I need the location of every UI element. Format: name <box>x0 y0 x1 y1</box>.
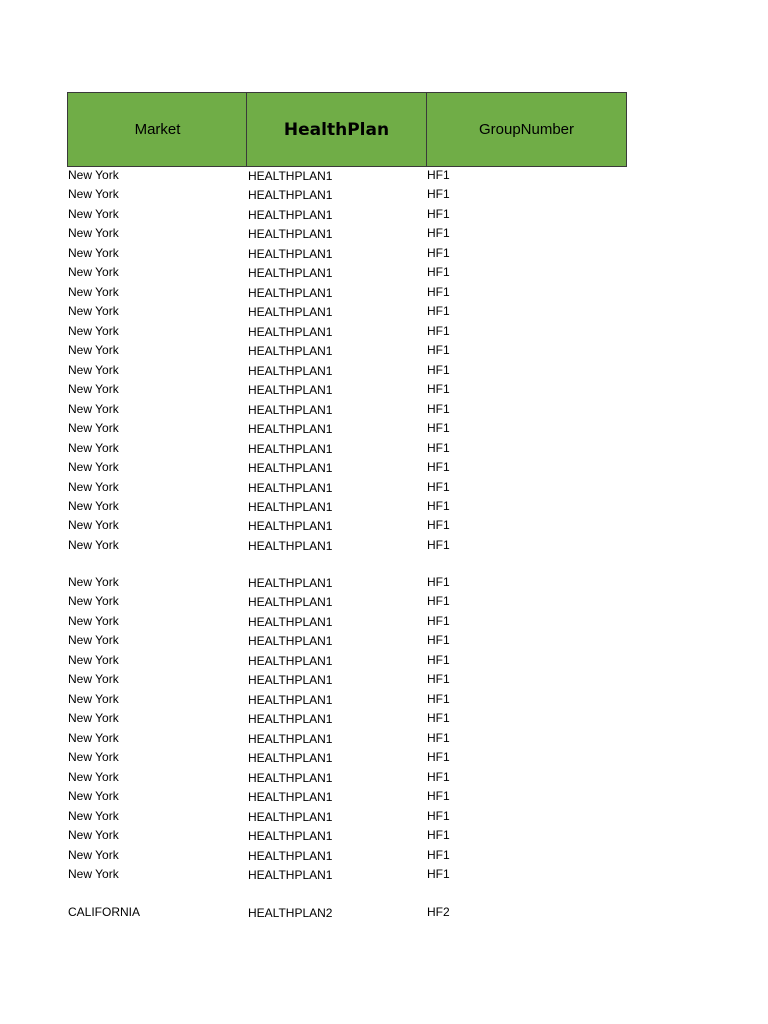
cell-market[interactable]: New York <box>68 848 119 862</box>
header-cell-group-number[interactable] <box>426 92 627 167</box>
cell-healthplan[interactable]: HEALTHPLAN1 <box>248 829 333 843</box>
cell-group-number[interactable]: HF1 <box>427 672 450 686</box>
cell-group-number[interactable]: HF1 <box>427 382 450 396</box>
cell-group-number[interactable]: HF1 <box>427 168 450 182</box>
cell-healthplan[interactable]: HEALTHPLAN1 <box>248 634 333 648</box>
cell-group-number[interactable]: HF1 <box>427 285 450 299</box>
cell-healthplan[interactable]: HEALTHPLAN1 <box>248 442 333 456</box>
cell-market[interactable]: New York <box>68 226 119 240</box>
cell-market[interactable]: New York <box>68 518 119 532</box>
cell-market[interactable]: New York <box>68 633 119 647</box>
cell-group-number[interactable]: HF1 <box>427 226 450 240</box>
cell-market[interactable]: New York <box>68 324 119 338</box>
cell-market[interactable]: New York <box>68 304 119 318</box>
cell-market[interactable]: New York <box>68 809 119 823</box>
cell-market[interactable]: New York <box>68 265 119 279</box>
cell-group-number[interactable]: HF1 <box>427 518 450 532</box>
cell-healthplan[interactable]: HEALTHPLAN1 <box>248 247 333 261</box>
cell-group-number[interactable]: HF1 <box>427 324 450 338</box>
cell-group-number[interactable]: HF1 <box>427 499 450 513</box>
cell-healthplan[interactable]: HEALTHPLAN1 <box>248 461 333 475</box>
cell-healthplan[interactable]: HEALTHPLAN1 <box>248 771 333 785</box>
header-label-healthplan: HealthPlan <box>283 119 390 140</box>
cell-healthplan[interactable]: HEALTHPLAN1 <box>248 305 333 319</box>
cell-group-number[interactable]: HF1 <box>427 594 450 608</box>
cell-group-number[interactable]: HF1 <box>427 750 450 764</box>
cell-group-number[interactable]: HF1 <box>427 363 450 377</box>
cell-market[interactable]: New York <box>68 382 119 396</box>
cell-healthplan[interactable]: HEALTHPLAN1 <box>248 751 333 765</box>
cell-group-number[interactable]: HF1 <box>427 692 450 706</box>
cell-market[interactable]: New York <box>68 770 119 784</box>
cell-healthplan[interactable]: HEALTHPLAN1 <box>248 266 333 280</box>
cell-healthplan[interactable]: HEALTHPLAN1 <box>248 169 333 183</box>
cell-market[interactable]: New York <box>68 246 119 260</box>
cell-healthplan[interactable]: HEALTHPLAN1 <box>248 481 333 495</box>
cell-market[interactable]: New York <box>68 207 119 221</box>
cell-group-number[interactable]: HF1 <box>427 770 450 784</box>
cell-market[interactable]: New York <box>68 421 119 435</box>
cell-healthplan[interactable]: HEALTHPLAN2 <box>248 906 333 920</box>
cell-market[interactable]: New York <box>68 285 119 299</box>
cell-group-number[interactable]: HF1 <box>427 789 450 803</box>
cell-market[interactable]: New York <box>68 480 119 494</box>
cell-market[interactable]: New York <box>68 867 119 881</box>
cell-group-number[interactable]: HF1 <box>427 265 450 279</box>
cell-healthplan[interactable]: HEALTHPLAN1 <box>248 364 333 378</box>
cell-market[interactable]: New York <box>68 711 119 725</box>
cell-healthplan[interactable]: HEALTHPLAN1 <box>248 790 333 804</box>
cell-group-number[interactable]: HF1 <box>427 711 450 725</box>
cell-group-number[interactable]: HF1 <box>427 246 450 260</box>
cell-healthplan[interactable]: HEALTHPLAN1 <box>248 539 333 553</box>
cell-healthplan[interactable]: HEALTHPLAN1 <box>248 576 333 590</box>
cell-healthplan[interactable]: HEALTHPLAN1 <box>248 868 333 882</box>
cell-market[interactable]: New York <box>68 692 119 706</box>
cell-healthplan[interactable]: HEALTHPLAN1 <box>248 422 333 436</box>
cell-healthplan[interactable]: HEALTHPLAN1 <box>248 732 333 746</box>
cell-healthplan[interactable]: HEALTHPLAN1 <box>248 519 333 533</box>
header-cell-market[interactable] <box>67 92 248 167</box>
cell-market[interactable]: New York <box>68 828 119 842</box>
cell-healthplan[interactable]: HEALTHPLAN1 <box>248 227 333 241</box>
cell-group-number[interactable]: HF1 <box>427 480 450 494</box>
header-cell-healthplan[interactable] <box>246 92 427 167</box>
cell-group-number[interactable]: HF1 <box>427 828 450 842</box>
cell-group-number[interactable]: HF1 <box>427 402 450 416</box>
cell-market[interactable]: New York <box>68 575 119 589</box>
cell-healthplan[interactable]: HEALTHPLAN1 <box>248 810 333 824</box>
cell-healthplan[interactable]: HEALTHPLAN1 <box>248 325 333 339</box>
cell-group-number[interactable]: HF1 <box>427 304 450 318</box>
cell-market[interactable]: New York <box>68 402 119 416</box>
cell-market[interactable]: New York <box>68 614 119 628</box>
cell-group-number[interactable]: HF1 <box>427 867 450 881</box>
cell-market[interactable]: New York <box>68 363 119 377</box>
cell-healthplan[interactable]: HEALTHPLAN1 <box>248 712 333 726</box>
cell-market[interactable]: New York <box>68 789 119 803</box>
cell-group-number[interactable]: HF1 <box>427 575 450 589</box>
cell-group-number[interactable]: HF1 <box>427 653 450 667</box>
cell-market[interactable]: New York <box>68 672 119 686</box>
cell-group-number[interactable]: HF1 <box>427 538 450 552</box>
cell-group-number[interactable]: HF2 <box>427 905 450 919</box>
cell-group-number[interactable]: HF1 <box>427 731 450 745</box>
cell-market[interactable]: New York <box>68 594 119 608</box>
cell-market[interactable]: New York <box>68 731 119 745</box>
cell-healthplan[interactable]: HEALTHPLAN1 <box>248 693 333 707</box>
cell-healthplan[interactable]: HEALTHPLAN1 <box>248 673 333 687</box>
cell-market[interactable]: New York <box>68 343 119 357</box>
cell-market[interactable]: New York <box>68 653 119 667</box>
cell-market[interactable]: New York <box>68 538 119 552</box>
cell-market[interactable]: New York <box>68 499 119 513</box>
cell-group-number[interactable]: HF1 <box>427 460 450 474</box>
cell-group-number[interactable]: HF1 <box>427 441 450 455</box>
cell-healthplan[interactable]: HEALTHPLAN1 <box>248 286 333 300</box>
cell-market[interactable]: New York <box>68 750 119 764</box>
header-label-group-number: GroupNumber <box>478 121 575 138</box>
cell-market[interactable]: New York <box>68 187 119 201</box>
cell-group-number[interactable]: HF1 <box>427 187 450 201</box>
cell-group-number[interactable]: HF1 <box>427 343 450 357</box>
cell-healthplan[interactable]: HEALTHPLAN1 <box>248 849 333 863</box>
cell-healthplan[interactable]: HEALTHPLAN1 <box>248 615 333 629</box>
cell-healthplan[interactable]: HEALTHPLAN1 <box>248 383 333 397</box>
cell-market[interactable]: CALIFORNIA <box>68 905 141 919</box>
cell-healthplan[interactable]: HEALTHPLAN1 <box>248 654 333 668</box>
cell-market[interactable]: New York <box>68 460 119 474</box>
cell-healthplan[interactable]: HEALTHPLAN1 <box>248 188 333 202</box>
cell-healthplan[interactable]: HEALTHPLAN1 <box>248 208 333 222</box>
cell-group-number[interactable]: HF1 <box>427 633 450 647</box>
cell-group-number[interactable]: HF1 <box>427 809 450 823</box>
cell-group-number[interactable]: HF1 <box>427 207 450 221</box>
cell-healthplan[interactable]: HEALTHPLAN1 <box>248 500 333 514</box>
header-label-market: Market <box>134 121 181 138</box>
cell-market[interactable]: New York <box>68 168 119 182</box>
cell-group-number[interactable]: HF1 <box>427 848 450 862</box>
cell-group-number[interactable]: HF1 <box>427 614 450 628</box>
cell-market[interactable]: New York <box>68 441 119 455</box>
cell-group-number[interactable]: HF1 <box>427 421 450 435</box>
cell-healthplan[interactable]: HEALTHPLAN1 <box>248 403 333 417</box>
cell-healthplan[interactable]: HEALTHPLAN1 <box>248 344 333 358</box>
cell-healthplan[interactable]: HEALTHPLAN1 <box>248 595 333 609</box>
